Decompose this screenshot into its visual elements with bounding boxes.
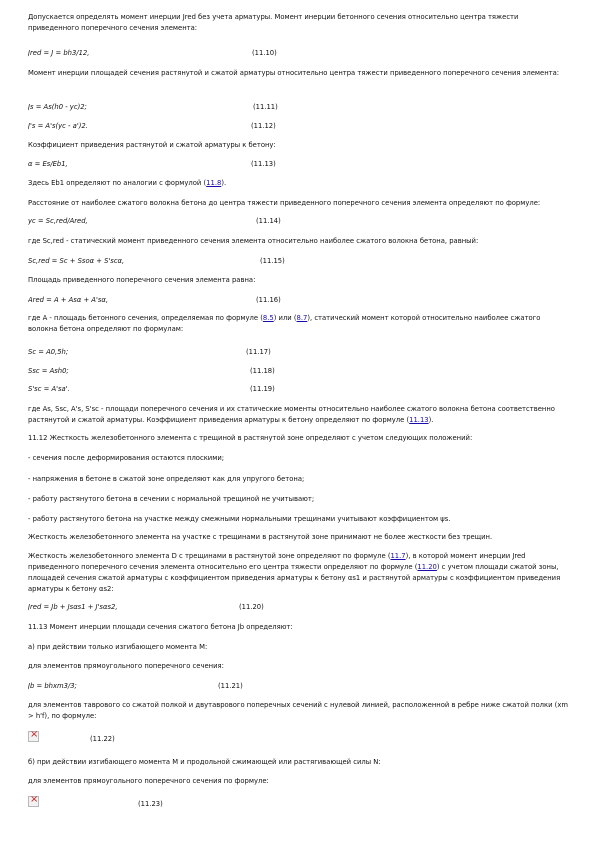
list-item: - работу растянутого бетона на участке между смежными нормальными трещинами учитывают коэффициентом ψs. [28, 515, 451, 523]
text: где As, Ssc, A's, S'sc - площади поперечного сечения и их статические моменты относительно наиболее сжатого волокна бетона соответственно растянутой и сжатой арматуры. Коэффициент приведения арматуры к бетону определяют по формуле ( [28, 405, 555, 424]
paragraph: Площадь приведенного поперечного сечения элемента равна: [28, 276, 256, 284]
text: ). [221, 179, 227, 187]
formula-number: (11.16) [256, 296, 281, 304]
formula-number: (11.20) [239, 603, 264, 611]
formula-11-10: Jred = J = bh3/12, [28, 49, 90, 57]
formula-11-18: Ssc = Ash0; [28, 367, 69, 375]
paragraph [28, 178, 568, 189]
formula-number: (11.10) [252, 49, 277, 57]
link-formula-8-5[interactable]: 8.5 [262, 314, 274, 322]
formula-number: (11.11) [253, 103, 278, 111]
formula-number: (11.21) [218, 682, 243, 690]
text: где A - площадь бетонного сечения, определяемая по формуле ( [28, 314, 263, 322]
text: Здесь Eb1 определяют по аналогии с формулой ( [28, 179, 207, 187]
formula-number: (11.22) [90, 735, 115, 743]
paragraph: б) при действии изгибающего момента M и продольной сжимающей или растягивающей силы N: [28, 758, 381, 766]
paragraph [28, 551, 568, 595]
formula-11-14: yc = Sc,red/Ared, [28, 217, 88, 225]
formula-number: (11.23) [138, 800, 163, 808]
text: Жесткость железобетонного элемента D с трещинами в растянутой зоне определяют по формуле ( [28, 552, 391, 560]
formula-number: (11.12) [251, 122, 276, 130]
paragraph: Расстояние от наиболее сжатого волокна бетона до центра тяжести приведенного поперечного сечения элемента определяют по формуле: [28, 199, 541, 207]
formula-11-12: J's = A's(yc - a')2. [28, 122, 88, 130]
formula-11-11: Js = As(h0 - yc)2; [28, 103, 87, 111]
formula-11-17: Sc = A0,5h; [28, 348, 69, 356]
link-formula-11-13[interactable]: 11.13 [409, 416, 429, 424]
formula-number: (11.13) [251, 160, 276, 168]
text: ) или ( [273, 314, 297, 322]
list-item: - работу растянутого бетона в сечении с нормальной трещиной не учитывают; [28, 495, 315, 503]
link-formula-11-20[interactable]: 11.20 [417, 563, 437, 571]
text: ), в которой момент инерции Jred приведенного поперечного сечения элемента относительно его центра тяжести определяют по формуле ( [28, 552, 526, 571]
formula-11-13: α = Es/Eb1, [28, 160, 68, 168]
formula-11-15: Sc,red = Sc + Ssoα + S'scα, [28, 257, 125, 265]
text: ). [428, 416, 434, 424]
paragraph: Жесткость железобетонного элемента на участке с трещинами в растянутой зоне принимают не более жесткости без трещин. [28, 533, 493, 541]
link-formula-11-8[interactable]: 11.8 [206, 179, 222, 187]
broken-image-icon [28, 796, 39, 807]
text: ) с учетом площади сжатой зоны, площадей сечения сжатой арматуры с коэффициентом приведения арматуры к бетону αs1 и растянутой арматуры с коэффициентом приведения арматуры к бетону αs2: [28, 563, 561, 593]
formula-11-19: S'sc = A'sa'. [28, 385, 70, 393]
list-item: - напряжения в бетоне в сжатой зоне определяют как для упругого бетона; [28, 475, 305, 483]
formula-number: (11.19) [250, 385, 275, 393]
formula-11-20: Jred = Jb + Jsαs1 + J'sαs2, [28, 603, 118, 611]
formula-number: (11.17) [246, 348, 271, 356]
paragraph: для элементов прямоугольного поперечного сечения по формуле: [28, 777, 269, 785]
link-formula-8-7[interactable]: 8.7 [296, 314, 308, 322]
formula-number: (11.15) [260, 257, 285, 265]
paragraph: 11.13 Момент инерции площади сечения сжатого бетона Jb определяют: [28, 623, 293, 631]
paragraph: где Sc,red - статический момент приведенного сечения элемента относительно наиболее сжатого волокна бетона, равный: [28, 237, 479, 245]
formula-number: (11.18) [250, 367, 275, 375]
paragraph: а) при действии только изгибающего момента M: [28, 643, 208, 651]
paragraph: Коэффициент приведения растянутой и сжатой арматуры к бетону: [28, 141, 276, 149]
paragraph [28, 404, 568, 426]
text: ), статический момент которой относительно наиболее сжатого волокна бетона определяют по формулам: [28, 314, 541, 333]
paragraph: для элементов таврового со сжатой полкой и двутаврового поперечных сечений с нулевой линией, расположенной в ребре ниже сжатой полки (xm > h'f), по формуле: [28, 701, 568, 720]
formula-11-16: Ared = A + Asα + A'sα, [28, 296, 109, 304]
paragraph: для элементов прямоугольного поперечного сечения: [28, 662, 224, 670]
formula-11-21: Jb = bhxm3/3; [28, 682, 77, 690]
paragraph: 11.12 Жесткость железобетонного элемента с трещиной в растянутой зоне определяют с учетом следующих положений: [28, 434, 473, 442]
paragraph: Допускается определять момент инерции Jred без учета арматуры. Момент инерции бетонного сечения относительно центра тяжести приведенного поперечного сечения элемента: [28, 13, 519, 32]
broken-image-icon [28, 731, 39, 742]
formula-number: (11.14) [256, 217, 281, 225]
paragraph: Момент инерции площадей сечения растянутой и сжатой арматуры относительно центра тяжести приведенного поперечного сечения элемента: [28, 69, 560, 77]
link-formula-11-7[interactable]: 11.7 [390, 552, 406, 560]
paragraph [28, 313, 568, 335]
list-item: - сечения после деформирования остаются плоскими; [28, 454, 225, 462]
